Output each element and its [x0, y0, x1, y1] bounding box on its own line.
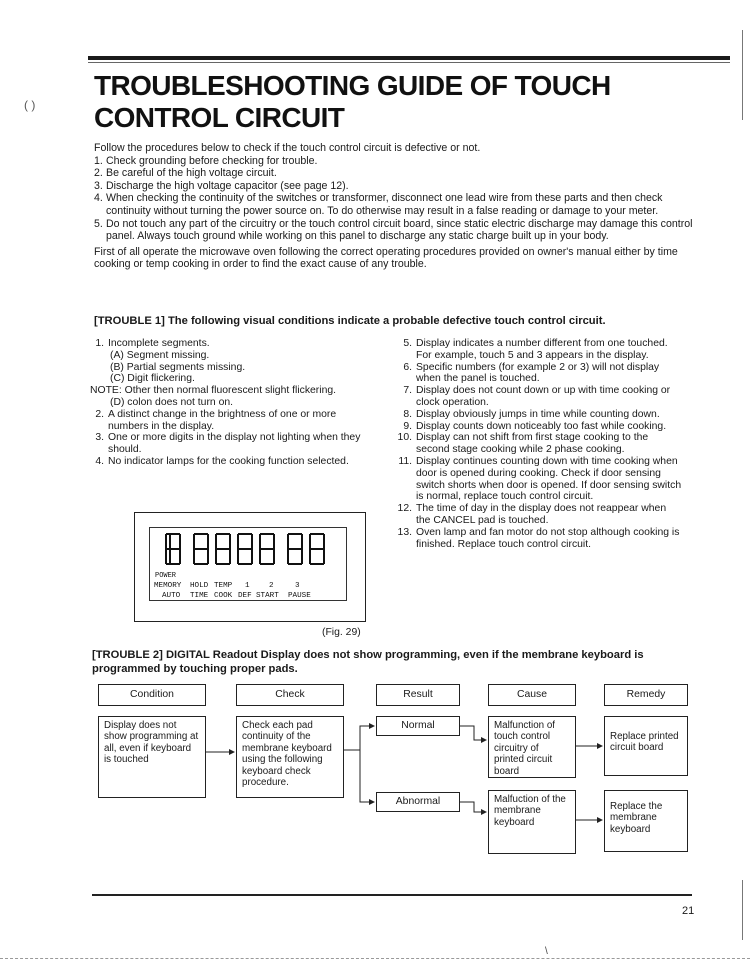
indicator-time: TIME: [190, 592, 209, 600]
indicator-memory: MEMORY: [154, 582, 182, 590]
note-line: NOTE: Other then normal fluorescent slight flickering.: [90, 385, 337, 397]
indicator-start: START: [256, 592, 279, 600]
title-line-1: TROUBLESHOOTING GUIDE OF TOUCH: [94, 70, 611, 101]
item-number: 4.: [95, 455, 104, 467]
condition-box: Display does not show programming at all, even if keyboard is touched: [98, 716, 206, 798]
header-condition: Condition: [98, 684, 206, 706]
page-number: 21: [682, 905, 695, 917]
bottom-rule: [92, 894, 692, 896]
sub-item: (D) colon does not turn on.: [110, 396, 234, 408]
bottom-mark: \: [545, 946, 548, 957]
item-text: Incomplete segments.: [108, 338, 210, 349]
intro-lead: Follow the procedures below to check if the touch control circuit is defective or not.: [94, 142, 481, 154]
cause-normal-box: Malfunction of touch control circuitry of printed circuit board: [488, 716, 576, 778]
item-text: One or more digits in the display not lighting when they should.: [108, 432, 361, 456]
indicator-cook: COOK: [214, 592, 233, 600]
item-number: 10.: [397, 432, 412, 444]
power-label: POWER: [155, 572, 177, 580]
arrow-check-normal: [344, 726, 374, 750]
bottom-dashed-line: [0, 958, 750, 960]
item-number: 1.: [94, 154, 103, 167]
item-number: 9.: [403, 420, 412, 432]
item-text: Display indicates a number different from one touched. For example, touch 5 and 3 appears in the display.: [416, 338, 668, 361]
item-text: Display obviously jumps in time while counting down.: [416, 408, 660, 420]
sub-item: (A) Segment missing.: [110, 349, 210, 361]
item-text: Display continues counting down with time cooking when door is opened during cooking. Check if door sensing switch shorts when door is opened. If door sensing switch is normal, replace touch control circuit.: [416, 455, 682, 503]
item-text: Display counts down noticeably too fast while cooking.: [416, 420, 667, 432]
arrow-abnormal-cause: [460, 802, 486, 812]
item-number: 5.: [94, 217, 103, 230]
item-text: Check grounding before checking for trouble.: [106, 154, 318, 167]
indicator-1: 1: [245, 582, 250, 590]
item-text: A distinct change in the brightness of one or more numbers in the display.: [108, 408, 337, 432]
check-box: Check each pad continuity of the membrane keyboard using the following keyboard check procedure.: [236, 716, 344, 798]
item-text: Discharge the high voltage capacitor (see page 12).: [106, 179, 349, 192]
first-operate-note: First of all operate the microwave oven following the correct operating procedures provided on owner's manual either by time cooking or temp cooking in order to find the exact cause of any trouble.: [94, 245, 678, 271]
cause-abnormal-box: Malfuction of the membrane keyboard: [488, 790, 576, 854]
indicator-hold: HOLD: [190, 582, 209, 590]
indicator-pause: PAUSE: [288, 592, 311, 600]
item-number: 7.: [403, 385, 412, 397]
item-number: 13.: [397, 526, 412, 538]
item-number: 5.: [403, 338, 412, 349]
item-number: 6.: [403, 361, 412, 373]
item-number: 2.: [95, 408, 104, 420]
item-text: Display can not shift from first stage cooking to the second stage cooking while 2 phase cooking.: [416, 432, 649, 456]
indicator-def: DEF: [238, 592, 252, 600]
item-text: When checking the continuity of the switches or transformer, disconnect one lead wire from these parts and then check continuity without turning the power source on. To do otherwise may result in a false reading or damage to your meter.: [106, 192, 663, 217]
indicator-3: 3: [295, 582, 300, 590]
item-number: 2.: [94, 167, 103, 180]
item-text: Be careful of the high voltage circuit.: [106, 167, 277, 180]
item-number: 3.: [95, 432, 104, 444]
margin-mark: ( ): [24, 98, 36, 112]
figure-caption: (Fig. 29): [322, 627, 361, 638]
result-normal-box: Normal: [376, 716, 460, 736]
item-text: Do not touch any part of the circuitry or the touch control circuit board, since static electric discharge may damage this control panel. Always touch ground while working on this panel to discharge any static charge built up in your body.: [106, 217, 693, 243]
indicator-auto: AUTO: [162, 592, 181, 600]
item-number: 1.: [95, 338, 104, 349]
item-text: Display does not count down or up with time cooking or clock operation.: [416, 385, 671, 408]
remedy-abnormal-box: Replace the membrane keyboard: [604, 790, 688, 852]
arrow-check-abnormal: [360, 750, 374, 802]
header-result: Result: [376, 684, 460, 706]
remedy-normal-box: Replace printed circuit board: [604, 716, 688, 776]
header-remedy: Remedy: [604, 684, 688, 706]
item-text: No indicator lamps for the cooking function selected.: [108, 455, 349, 467]
item-number: 11.: [398, 455, 412, 467]
arrow-normal-cause: [460, 726, 486, 740]
title-line-2: CONTROL CIRCUIT: [94, 102, 345, 133]
item-text: Oven lamp and fan motor do not stop although cooking is finished. Replace touch control circuit.: [416, 526, 680, 550]
item-number: 8.: [403, 408, 412, 420]
sub-item: (C) Digit flickering.: [110, 373, 195, 385]
trouble-1-heading: [TROUBLE 1] The following visual conditions indicate a probable defective touch control circuit.: [94, 315, 606, 327]
item-number: 3.: [94, 179, 103, 192]
item-text: The time of day in the display does not reappear when the CANCEL pad is touched.: [416, 503, 667, 526]
item-number: 4.: [94, 192, 103, 205]
header-check: Check: [236, 684, 344, 706]
result-abnormal-box: Abnormal: [376, 792, 460, 812]
indicator-2: 2: [269, 582, 274, 590]
indicator-temp: TEMP: [214, 582, 233, 590]
header-cause: Cause: [488, 684, 576, 706]
trouble-2-heading: [TROUBLE 2] DIGITAL Readout Display does not show programming, even if the membrane keyboard is programmed by touching proper pads.: [92, 649, 644, 675]
item-text: Specific numbers (for example 2 or 3) will not display when the panel is touched.: [416, 361, 660, 385]
sub-item: (B) Partial segments missing.: [110, 361, 246, 373]
item-number: 12.: [397, 503, 412, 515]
